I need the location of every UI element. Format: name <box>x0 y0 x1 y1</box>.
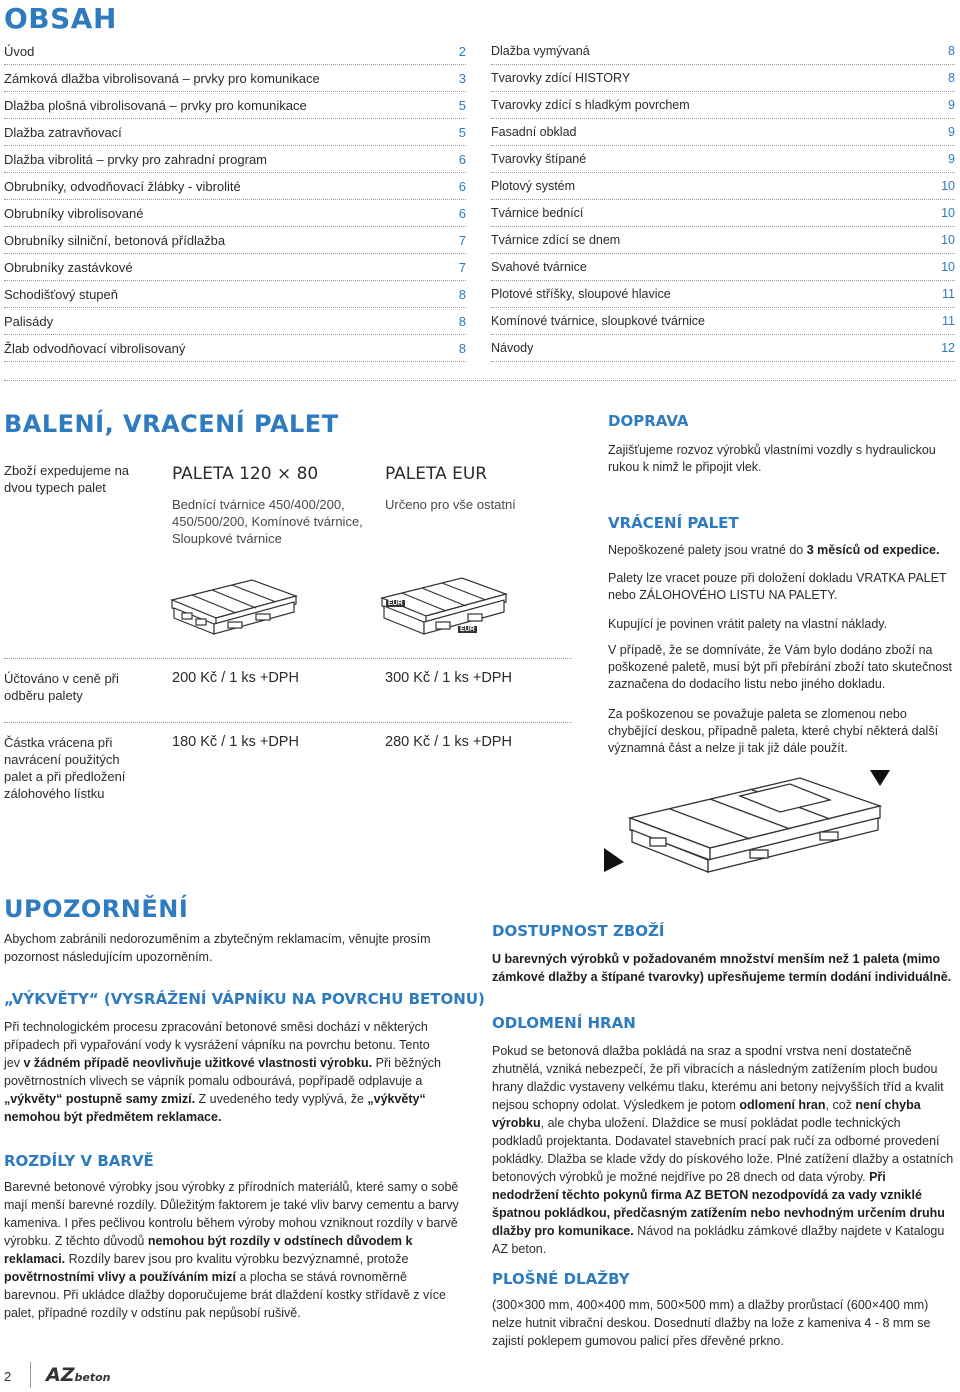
pallet-eur-price-charged: 300 Kč / 1 ks +DPH <box>385 670 512 686</box>
toc-item-label: Schodišťový stupeň <box>4 286 118 302</box>
toc-item[interactable] <box>4 227 466 254</box>
toc-item-label: Obrubníky, odvodňovací žlábky - vibrolité <box>4 178 241 194</box>
toc-item[interactable] <box>491 146 955 173</box>
vraceni-p3: Kupující je povinen vrátit palety na vlastní náklady. <box>608 617 888 631</box>
toc-item-page: 10 <box>941 260 955 274</box>
pallet-table-divider <box>4 658 572 659</box>
vraceni-p2: Palety lze vracet pouze při doložení dokladu VRATKA PALET nebo ZÁLOHOVÉHO LISTU NA PALETY. <box>608 571 947 602</box>
pallet-table-divider <box>4 722 572 723</box>
toc-item-label: Návody <box>491 341 534 355</box>
pallets-title: BALENÍ, VRACENÍ PALET <box>4 410 339 438</box>
toc-left-column <box>4 38 466 362</box>
vykvety-title: „VÝKVĚTY“ (VYSRÁŽENÍ VÁPNÍKU NA POVRCHU BETONU) <box>4 990 485 1008</box>
vraceni-p1: Nepoškozené palety jsou vratné do 3 měsíců od expedice. <box>608 543 940 557</box>
upozorneni-title: UPOZORNĚNÍ <box>4 895 189 923</box>
toc-item-label: Dlažba zatravňovací <box>4 124 122 140</box>
toc-item-label: Dlažba plošná vibrolisovaná – prvky pro komunikace <box>4 97 307 113</box>
toc-title: OBSAH <box>4 2 117 35</box>
toc-item-label: Tvárnice zdící se dnem <box>491 233 621 247</box>
toc-item[interactable] <box>4 335 466 362</box>
returned-label: Částka vrácena při navrácení použitých palet a při předložení zálohového lístku <box>4 735 126 801</box>
broken-pallet-illustration <box>600 768 890 878</box>
toc-item-page: 12 <box>941 341 955 355</box>
pallet-120-desc: Bednící tvárnice 450/400/200, 450/500/200, Komínové tvárnice, Sloupkové tvárnice <box>172 497 363 546</box>
toc-item[interactable] <box>491 227 955 254</box>
plosne-text: (300×300 mm, 400×400 mm, 500×500 mm) a dlažby prorůstací (600×400 mm) nelze hutnit vibrační deskou. Dosednutí dlažby na lože z kameniva 4 - 8 mm se zajistí poklepem gumovou palicí přes dřevěné prkno. <box>492 1298 931 1348</box>
pallet-120-illustration <box>168 568 300 638</box>
toc-item[interactable] <box>491 65 955 92</box>
toc-item-page: 8 <box>948 44 955 58</box>
pallets-intro: Zboží expedujeme na dvou typech palet <box>4 463 130 495</box>
toc-item-label: Komínové tvárnice, sloupkové tvárnice <box>491 314 705 328</box>
pallet-120-name: PALETA 120 × 80 <box>172 464 319 484</box>
toc-item-label: Plotové stříšky, sloupové hlavice <box>491 287 671 301</box>
toc-item-page: 3 <box>458 70 466 86</box>
doprava-title: DOPRAVA <box>608 412 689 430</box>
toc-item-page: 8 <box>458 313 466 329</box>
toc-item[interactable] <box>4 254 466 281</box>
toc-item[interactable] <box>491 335 955 362</box>
toc-item[interactable] <box>4 146 466 173</box>
toc-item-label: Tvarovky zdící HISTORY <box>491 71 631 85</box>
toc-item[interactable] <box>4 308 466 335</box>
toc-item-page: 6 <box>458 151 466 167</box>
dostupnost-text: U barevných výrobků v požadovaném množství menším než 1 paleta (mimo zámkové dlažby a štípané tvarovky) upřesňujeme termín dodání individuálně. <box>492 952 952 984</box>
plosne-title: PLOŠNÉ DLAŽBY <box>492 1270 630 1288</box>
toc-item-label: Obrubníky zastávkové <box>4 259 133 275</box>
toc-item-label: Obrubníky vibrolisované <box>4 205 144 221</box>
pallet-eur-name: PALETA EUR <box>385 464 488 484</box>
toc-item-label: Dlažba vymývaná <box>491 44 590 58</box>
toc-item-page: 6 <box>458 178 466 194</box>
toc-item-page: 10 <box>941 233 955 247</box>
toc-item-page: 11 <box>942 314 955 328</box>
section-divider <box>4 380 956 381</box>
pallet-eur-desc: Určeno pro vše ostatní <box>385 497 516 512</box>
toc-item-label: Žlab odvodňovací vibrolisovaný <box>4 340 186 356</box>
toc-item-page: 10 <box>941 206 955 220</box>
toc-item-page: 10 <box>941 179 955 193</box>
pallet-120-price-returned: 180 Kč / 1 ks +DPH <box>172 734 299 750</box>
toc-item-page: 8 <box>458 340 466 356</box>
toc-item[interactable] <box>4 65 466 92</box>
vraceni-p5: Za poškozenou se považuje paleta se zlomenou nebo chybějící deskou, případně paleta, které chybí některá další významná část a nelze ji tak již dále použít. <box>608 707 939 755</box>
toc-item[interactable] <box>4 119 466 146</box>
toc-item[interactable] <box>4 38 466 65</box>
doprava-text: Zajišťujeme rozvoz výrobků vlastními vozdly s hydraulickou rukou k nimž le připojit vlek. <box>608 443 936 474</box>
toc-item-label: Tvarovky štípané <box>491 152 587 166</box>
toc-item-page: 5 <box>458 97 466 113</box>
az-beton-logo: AZbeton <box>46 1364 111 1386</box>
toc-item-page: 5 <box>458 124 466 140</box>
toc-item-page: 9 <box>948 125 955 139</box>
toc-item-label: Tvarovky zdící s hladkým povrchem <box>491 98 690 112</box>
toc-item-label: Zámková dlažba vibrolisovaná – prvky pro komunikace <box>4 70 320 86</box>
toc-item[interactable] <box>491 173 955 200</box>
toc-item-label: Tvárnice bednící <box>491 206 584 220</box>
toc-item-label: Svahové tvárnice <box>491 260 587 274</box>
toc-item-label: Dlažba vibrolitá – prvky pro zahradní program <box>4 151 268 167</box>
toc-item[interactable] <box>491 200 955 227</box>
toc-item[interactable] <box>491 254 955 281</box>
page-number: 2 <box>4 1369 12 1384</box>
toc-item[interactable] <box>4 173 466 200</box>
toc-item[interactable] <box>4 281 466 308</box>
toc-item-page: 6 <box>458 205 466 221</box>
toc-item[interactable] <box>491 308 955 335</box>
toc-item-label: Úvod <box>4 43 35 59</box>
toc-item[interactable] <box>4 200 466 227</box>
toc-item-page: 11 <box>942 287 955 301</box>
toc-item-label: Obrubníky silniční, betonová přídlažba <box>4 232 226 248</box>
dostupnost-title: DOSTUPNOST ZBOŽÍ <box>492 922 665 940</box>
pallet-eur-price-returned: 280 Kč / 1 ks +DPH <box>385 734 512 750</box>
toc-item-page: 8 <box>948 71 955 85</box>
rozdily-text: Barevné betonové výrobky jsou výrobky z přírodních materiálů, které samy o sobě mají menší barevné rozdíly. Důležitým faktorem je také vliv barvy cementu a barvy kameniva. I přes pečlivou kontrolu během výroby mohou vzniknout rozdíly v barvě výrobku. Z těchto důvodů nemohou být rozdíly v odstínech důvodem k reklamaci. Rozdíly barev jsou pro kvalitu výrobku bezvýznamné, protože povětrnostními vlivy a používáním mizí a plocha se stává rovnoměrně barevnou. Při ukládce dlažby doporučujeme brát dlaždení kostky střídavě z více palet, případné rozdíly v odstínu pak nepůsobí rušivě. <box>4 1180 459 1320</box>
toc-item-page: 7 <box>458 232 466 248</box>
toc-item[interactable] <box>491 119 955 146</box>
toc-item-page: 7 <box>458 259 466 275</box>
eur-stamp: EUR <box>460 626 475 633</box>
rozdily-title: ROZDÍLY V BARVĚ <box>4 1152 154 1170</box>
toc-item-page: 9 <box>948 98 955 112</box>
footer-divider <box>30 1362 31 1388</box>
pallet-120-price-charged: 200 Kč / 1 ks +DPH <box>172 670 299 686</box>
toc-item[interactable] <box>491 38 955 65</box>
toc-item[interactable] <box>4 92 466 119</box>
toc-item-page: 9 <box>948 152 955 166</box>
vraceni-p4: V případě, že se domníváte, že Vám bylo dodáno zboží na poškozené paletě, musí být při přebírání zboží tato skutečnost zaznačena do dodacího listu nebo jiného dokladu. <box>608 643 952 691</box>
toc-item-label: Fasadní obklad <box>491 125 577 139</box>
eur-stamp: EUR <box>388 600 403 607</box>
toc-item-page: 2 <box>458 43 466 59</box>
vraceni-title: VRÁCENÍ PALET <box>608 514 739 532</box>
toc-item-label: Palisády <box>4 313 54 329</box>
charged-label: Účtováno v ceně při odběru palety <box>4 671 119 703</box>
toc-item[interactable] <box>491 92 955 119</box>
odlomeni-text: Pokud se betonová dlažba pokládá na sraz a spodní vrstva není dostatečně zhutnělá, vzniká nebezpečí, že při vibracích a následným zatížením ploch budou hrany dlaždic vystaveny velkému tlaku, kterému ani betony nejvyšších tříd a kvalit nejsou schopny odolat. Výsledkem je potom odlomení hran, což není chyba výrobku, ale chyba uložení. Dlaždice se musí pokládat podle technických podkladů projektanta. Dodavatel stavebních prací pak ručí za odborné provedení pokládky. Dlažba se klade vždy do pískového lože. Plné zatížení dlažby a ostatních betonových výrobků je možné nejdříve po 28 dnech od data výroby. Při nedodržení těchto pokynů firma AZ BETON nezodpovídá za vady vzniklé špatnou pokládkou, předčasným zatížením nebo nevhodným určením druhu dlažby pro komunikace. Návod na pokládku zámkové dlažby najdete v Katalogu AZ beton. <box>492 1044 954 1256</box>
toc-item-label: Plotový systém <box>491 179 576 193</box>
odlomeni-title: ODLOMENÍ HRAN <box>492 1014 636 1032</box>
toc-item-page: 8 <box>458 286 466 302</box>
vykvety-text: Při technologickém procesu zpracování betonové směsi dochází v některých případech při vypařování vody k vysrážení vápníku na povrchu betonu. Tento jev v žádném případě neovlivňuje užitkové vlastnosti výrobku. Při běžných povětrnostních vlivech se vápník pomalu odbourává, popřípadě odplavuje a „výkvěty“ postupně samy zmizí. Z uvedeného tedy vyplývá, že „výkvěty“ nemohou být předmětem reklamace. <box>4 1020 441 1124</box>
toc-right-column <box>491 38 955 362</box>
upozorneni-intro: Abychom zabránili nedorozuměním a zbytečným reklamacím, věnujte prosím pozornost následujícím upozorněním. <box>4 932 431 964</box>
toc-item[interactable] <box>491 281 955 308</box>
